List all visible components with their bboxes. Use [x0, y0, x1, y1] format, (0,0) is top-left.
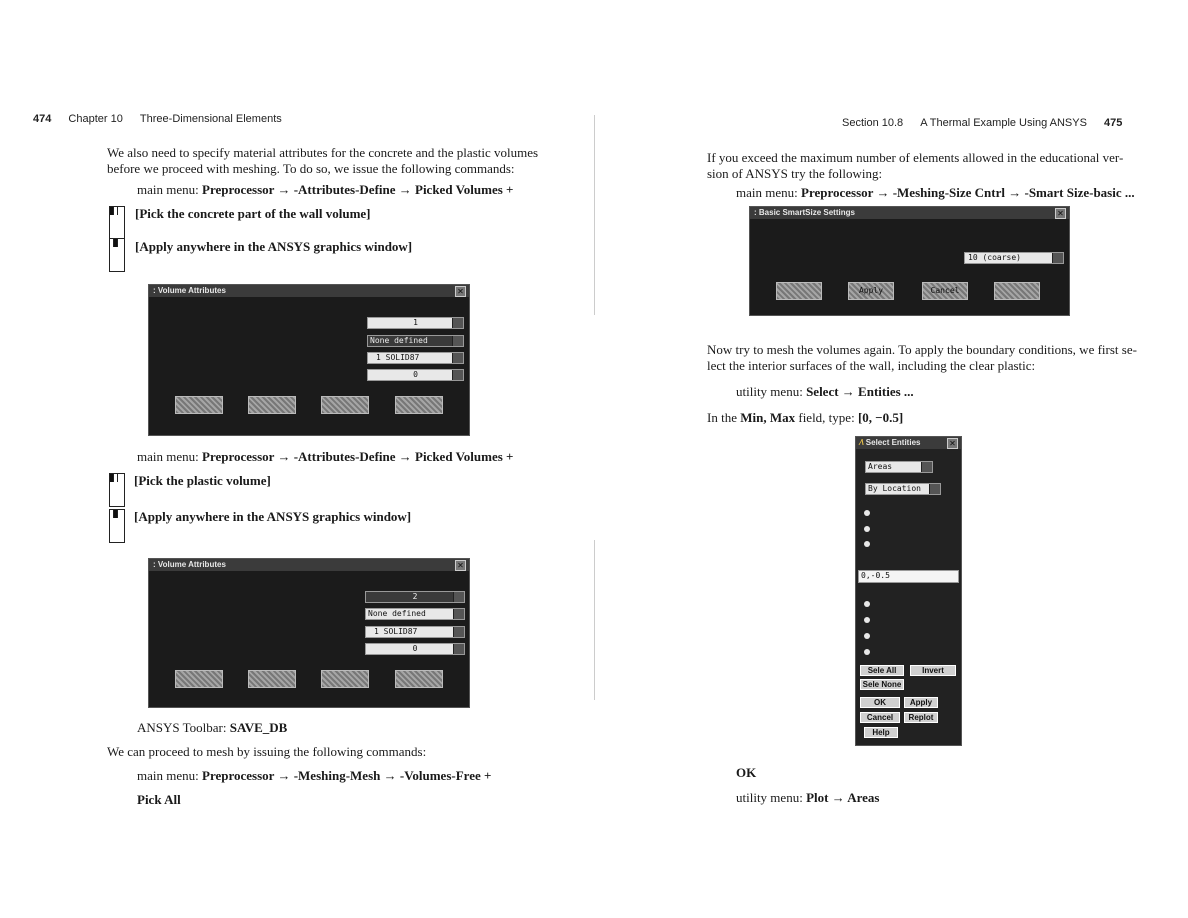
criterion-select[interactable]: By Location [865, 483, 941, 495]
menu-command: utility menu: Select → Entities ... [736, 384, 914, 399]
element-type-field[interactable]: 1 SOLID87 [365, 626, 465, 638]
help-button[interactable] [994, 282, 1040, 300]
ok-button[interactable]: OK [860, 697, 900, 708]
cancel-button[interactable] [321, 670, 369, 688]
apply-instruction: [Apply anywhere in the ANSYS graphics window] [134, 509, 412, 524]
left-page-header [33, 113, 282, 125]
dropdown-arrow-icon[interactable] [453, 627, 464, 637]
dialog-title: : Volume Attributes [149, 285, 469, 297]
dropdown-arrow-icon[interactable] [453, 609, 464, 619]
select-entities-dialog [855, 436, 962, 746]
select-none-button[interactable]: Sele None [860, 679, 904, 690]
chapter-title: Three-Dimensional Elements [139, 113, 282, 125]
menu-command: main menu: Preprocessor → -Meshing-Mesh → -Volumes-Free + [137, 768, 492, 783]
apply-button[interactable]: Apply [904, 697, 938, 708]
right-page-header [842, 117, 1122, 129]
radio-button[interactable] [864, 541, 870, 547]
intro-line: We also need to specify material attributes for the concrete and the plastic volumes [107, 145, 539, 160]
dropdown-arrow-icon[interactable] [452, 370, 463, 380]
dialog-title: : Basic SmartSize Settings [750, 207, 1069, 219]
section-title: A Thermal Example Using ANSYS [920, 117, 1087, 129]
dropdown-arrow-icon[interactable] [453, 592, 464, 602]
page-gutter [594, 540, 595, 700]
apply-button[interactable] [248, 396, 296, 414]
material-number-field[interactable]: 2 [365, 591, 465, 603]
real-constant-field[interactable]: None defined [367, 335, 464, 347]
pick-all-label: Pick All [137, 792, 181, 807]
help-button[interactable] [395, 396, 443, 414]
menu-command: main menu: Preprocessor → -Attributes-Define → Picked Volumes + [137, 449, 514, 464]
apply-button[interactable]: Apply [848, 282, 894, 300]
menu-command: main menu: Preprocessor → -Meshing-Size Cntrl → -Smart Size-basic ... [736, 185, 1135, 200]
mouse-middle-click-icon [109, 509, 125, 529]
ok-label: OK [736, 765, 757, 780]
dropdown-arrow-icon[interactable] [921, 462, 932, 472]
page-number: 474 [33, 113, 52, 125]
element-type-field[interactable]: 1 SOLID87 [367, 352, 464, 364]
ok-button[interactable] [175, 670, 223, 688]
close-icon[interactable]: ✕ [455, 560, 466, 571]
apply-button[interactable] [248, 670, 296, 688]
help-button[interactable] [395, 670, 443, 688]
intro-line: before we proceed with meshing. To do so, we issue the following commands: [107, 161, 515, 176]
mouse-left-click-icon [109, 473, 125, 493]
body-text: lect the interior surfaces of the wall, including the clear plastic: [707, 358, 1036, 373]
pick-instruction: [Pick the concrete part of the wall volume] [135, 206, 371, 221]
dropdown-arrow-icon[interactable] [452, 318, 463, 328]
dropdown-arrow-icon[interactable] [1052, 253, 1063, 263]
help-button[interactable]: Help [864, 727, 898, 738]
apply-instruction: [Apply anywhere in the ANSYS graphics window] [135, 239, 413, 254]
page-gutter [594, 115, 595, 315]
body-text: We can proceed to mesh by issuing the following commands: [107, 744, 427, 759]
close-icon[interactable]: ✕ [455, 286, 466, 297]
material-number-field[interactable]: 1 [367, 317, 464, 329]
volume-attributes-dialog [148, 284, 470, 436]
radio-button[interactable] [864, 526, 870, 532]
min-max-input[interactable]: 0,-0.5 [858, 570, 959, 583]
volume-attributes-dialog [148, 558, 470, 708]
close-icon[interactable]: ✕ [1055, 208, 1066, 219]
cancel-button[interactable]: Cancel [922, 282, 968, 300]
chapter-label: Chapter 10 [68, 113, 123, 125]
page-number: 475 [1103, 117, 1123, 129]
select-all-button[interactable]: Sele All [860, 665, 904, 676]
dialog-title: : Volume Attributes [149, 559, 469, 571]
dropdown-arrow-icon[interactable] [453, 644, 464, 654]
mouse-body-icon [109, 528, 125, 543]
ok-button[interactable] [776, 282, 822, 300]
mouse-body-icon [109, 492, 125, 507]
mouse-middle-click-icon [109, 238, 125, 258]
radio-button[interactable] [864, 633, 870, 639]
dropdown-arrow-icon[interactable] [452, 353, 463, 363]
radio-button[interactable] [864, 510, 870, 516]
pick-instruction: [Pick the plastic volume] [134, 473, 271, 488]
smartsize-dialog [749, 206, 1070, 316]
close-icon[interactable]: ✕ [947, 438, 958, 449]
invert-button[interactable]: Invert [910, 665, 956, 676]
mouse-left-click-icon [109, 206, 125, 226]
mouse-body-icon [109, 257, 125, 272]
menu-command: main menu: Preprocessor → -Attributes-Define → Picked Volumes + [137, 182, 514, 197]
size-level-select[interactable]: 10 (coarse) [964, 252, 1064, 264]
body-text: Now try to mesh the volumes again. To apply the boundary conditions, we first se- [707, 342, 1137, 357]
intro-line: sion of ANSYS try the following: [707, 166, 883, 181]
toolbar-command: ANSYS Toolbar: SAVE_DB [137, 720, 288, 735]
dialog-title: ⁄\ Select Entities [856, 437, 961, 449]
radio-button[interactable] [864, 601, 870, 607]
replot-button[interactable]: Replot [904, 712, 938, 723]
cancel-button[interactable] [321, 396, 369, 414]
radio-button[interactable] [864, 649, 870, 655]
dropdown-arrow-icon[interactable] [452, 336, 463, 346]
coordinate-system-field[interactable]: 0 [365, 643, 465, 655]
radio-button[interactable] [864, 617, 870, 623]
instruction-text: In the Min, Max field, type: [0, −0.5] [707, 410, 904, 425]
section-label: Section 10.8 [842, 117, 904, 129]
intro-line: If you exceed the maximum number of elements allowed in the educational ver- [707, 150, 1124, 165]
cancel-button[interactable]: Cancel [860, 712, 900, 723]
entity-type-select[interactable]: Areas [865, 461, 933, 473]
coordinate-system-field[interactable]: 0 [367, 369, 464, 381]
real-constant-field[interactable]: None defined [365, 608, 465, 620]
menu-command: utility menu: Plot → Areas [736, 790, 880, 805]
dropdown-arrow-icon[interactable] [929, 484, 940, 494]
ok-button[interactable] [175, 396, 223, 414]
